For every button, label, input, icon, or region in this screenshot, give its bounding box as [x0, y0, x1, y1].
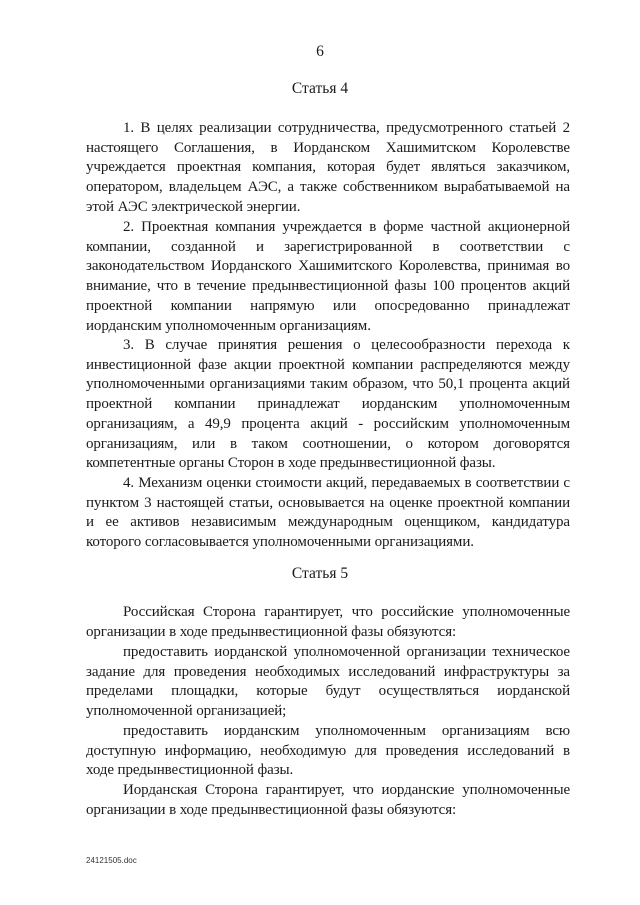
document-filename-footer: 24121505.doc [86, 856, 137, 865]
article-5-paragraph-1: Российская Сторона гарантирует, что российские уполномоченные организации в ходе предынвестиционной фазы обязуются: [86, 604, 570, 640]
article-5-heading: Статья 5 [291, 565, 349, 582]
article-4-paragraph-2: 2. Проектная компания учреждается в форме частной акционерной компании, созданной и зарегистрированной в соответствии с законодательством Иорданского Хашимитского Королевства, принимая во внимание, что в течение предынвестиционной фазы 100 процентов акций проектной компании напрямую или опосредованно принадлежат иорданским уполномоченным организациям. [86, 219, 570, 334]
page-number: 6 [316, 43, 324, 60]
article-5-paragraph-3: предоставить иорданским уполномоченным организациям всю доступную информацию, необходимую для проведения исследований в ходе предынвестиционной фазы. [86, 723, 570, 779]
article-4-paragraph-4: 4. Механизм оценки стоимости акций, передаваемых в соответствии с пунктом 3 настоящей статьи, основывается на оценке проектной компании и ее активов независимым международным оценщиком, кандидатура которого согласовывается уполномоченными организациями. [86, 475, 570, 551]
article-5-paragraph-2: предоставить иорданской уполномоченной организации техническое задание для проведения необходимых исследований инфраструктуры за пределами площадки, которые будут осуществляться иорданской уполномоченной организацией; [86, 644, 570, 720]
article-5-paragraph-4: Иорданская Сторона гарантирует, что иорданские уполномоченные организации в ходе предынвестиционной фазы обязуются: [86, 782, 570, 818]
article-4-paragraph-3: 3. В случае принятия решения о целесообразности перехода к инвестиционной фазе акции проектной компании распределяются между уполномоченными организациями таким образом, что 50,1 процента акций проектной компании принадлежат иорданским уполномоченным организациям, а 49,9 процента акций - российским уполномоченным организациям, или в таком соотношении, о котором договорятся компетентные органы Сторон в ходе предынвестиционной фазы. [86, 337, 570, 472]
article-4-paragraph-1: 1. В целях реализации сотрудничества, предусмотренного статьей 2 настоящего Соглашения, в Иорданском Хашимитском Королевстве учреждается проектная компания, которая будет являться заказчиком, оператором, владельцем АЭС, а также собственником вырабатываемой на этой АЭС электрической энергии. [86, 120, 570, 215]
article-4-heading: Статья 4 [291, 80, 349, 97]
